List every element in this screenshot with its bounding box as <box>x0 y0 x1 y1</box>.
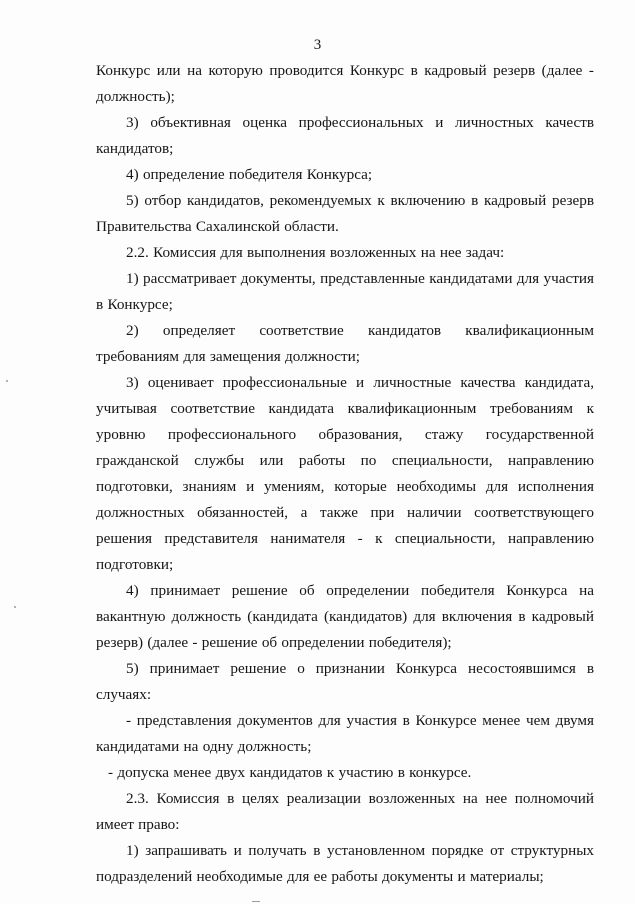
paragraph-dash-item-documents: - представления документов для участия в Конкурсе менее чем двумя кандидатами на одну должность; <box>96 712 594 755</box>
scan-speck <box>14 606 16 608</box>
paragraph-2-2-item-1: 1) рассматривает документы, представленные кандидатами для участия в Конкурсе; <box>96 270 594 313</box>
paragraph-dash-item-admission: - допуска менее двух кандидатов к участию в конкурсе. <box>108 764 472 781</box>
paragraph-2-2-item-2: 2) определяет соответствие кандидатов квалификационным требованиям для замещения должности; <box>96 322 594 365</box>
paragraph-2-2-item-5: 5) принимает решение о признании Конкурса несостоявшимся в случаях: <box>96 660 594 703</box>
section-2-2-heading: 2.2. Комиссия для выполнения возложенных на нее задач: <box>126 244 505 261</box>
paragraph-continuation: Конкурс или на которую проводится Конкурс в кадровый резерв (далее - должность); <box>96 62 594 105</box>
paragraph-2-2-item-3: 3) оценивает профессиональные и личностные качества кандидата, учитывая соответствие кандидата квалификационным требованиям к уровню профессионального образования, стажу государственной гражданской службы или работы по специальности, направлению подготовки, знаниям и умениям, которые необходимы для исполнения должностных обязанностей, а также при наличии соответствующего решения представителя нанимателя - к специальности, направлению подготовки; <box>96 374 594 573</box>
paragraph-item-5-selection: 5) отбор кандидатов, рекомендуемых к включению в кадровый резерв Правительства Сахалинской области. <box>96 192 594 235</box>
scan-speck <box>252 901 260 902</box>
paragraph-item-4-winner: 4) определение победителя Конкурса; <box>126 166 373 183</box>
section-2-3-heading: 2.3. Комиссия в целях реализации возложенных на нее полномочий имеет право: <box>96 790 594 833</box>
scan-speck <box>6 380 8 382</box>
paragraph-item-3-assessment: 3) объективная оценка профессиональных и личностных качеств кандидатов; <box>96 114 594 157</box>
page-number: 3 <box>313 37 322 53</box>
paragraph-2-3-item-1: 1) запрашивать и получать в установленном порядке от структурных подразделений необходимые для ее работы документы и материалы; <box>96 842 594 885</box>
paragraph-2-2-item-4: 4) принимает решение об определении победителя Конкурса на вакантную должность (кандидата (кандидатов) для включения в кадровый резерв) (далее - решение об определении победителя); <box>96 582 594 651</box>
document-body <box>96 58 594 890</box>
